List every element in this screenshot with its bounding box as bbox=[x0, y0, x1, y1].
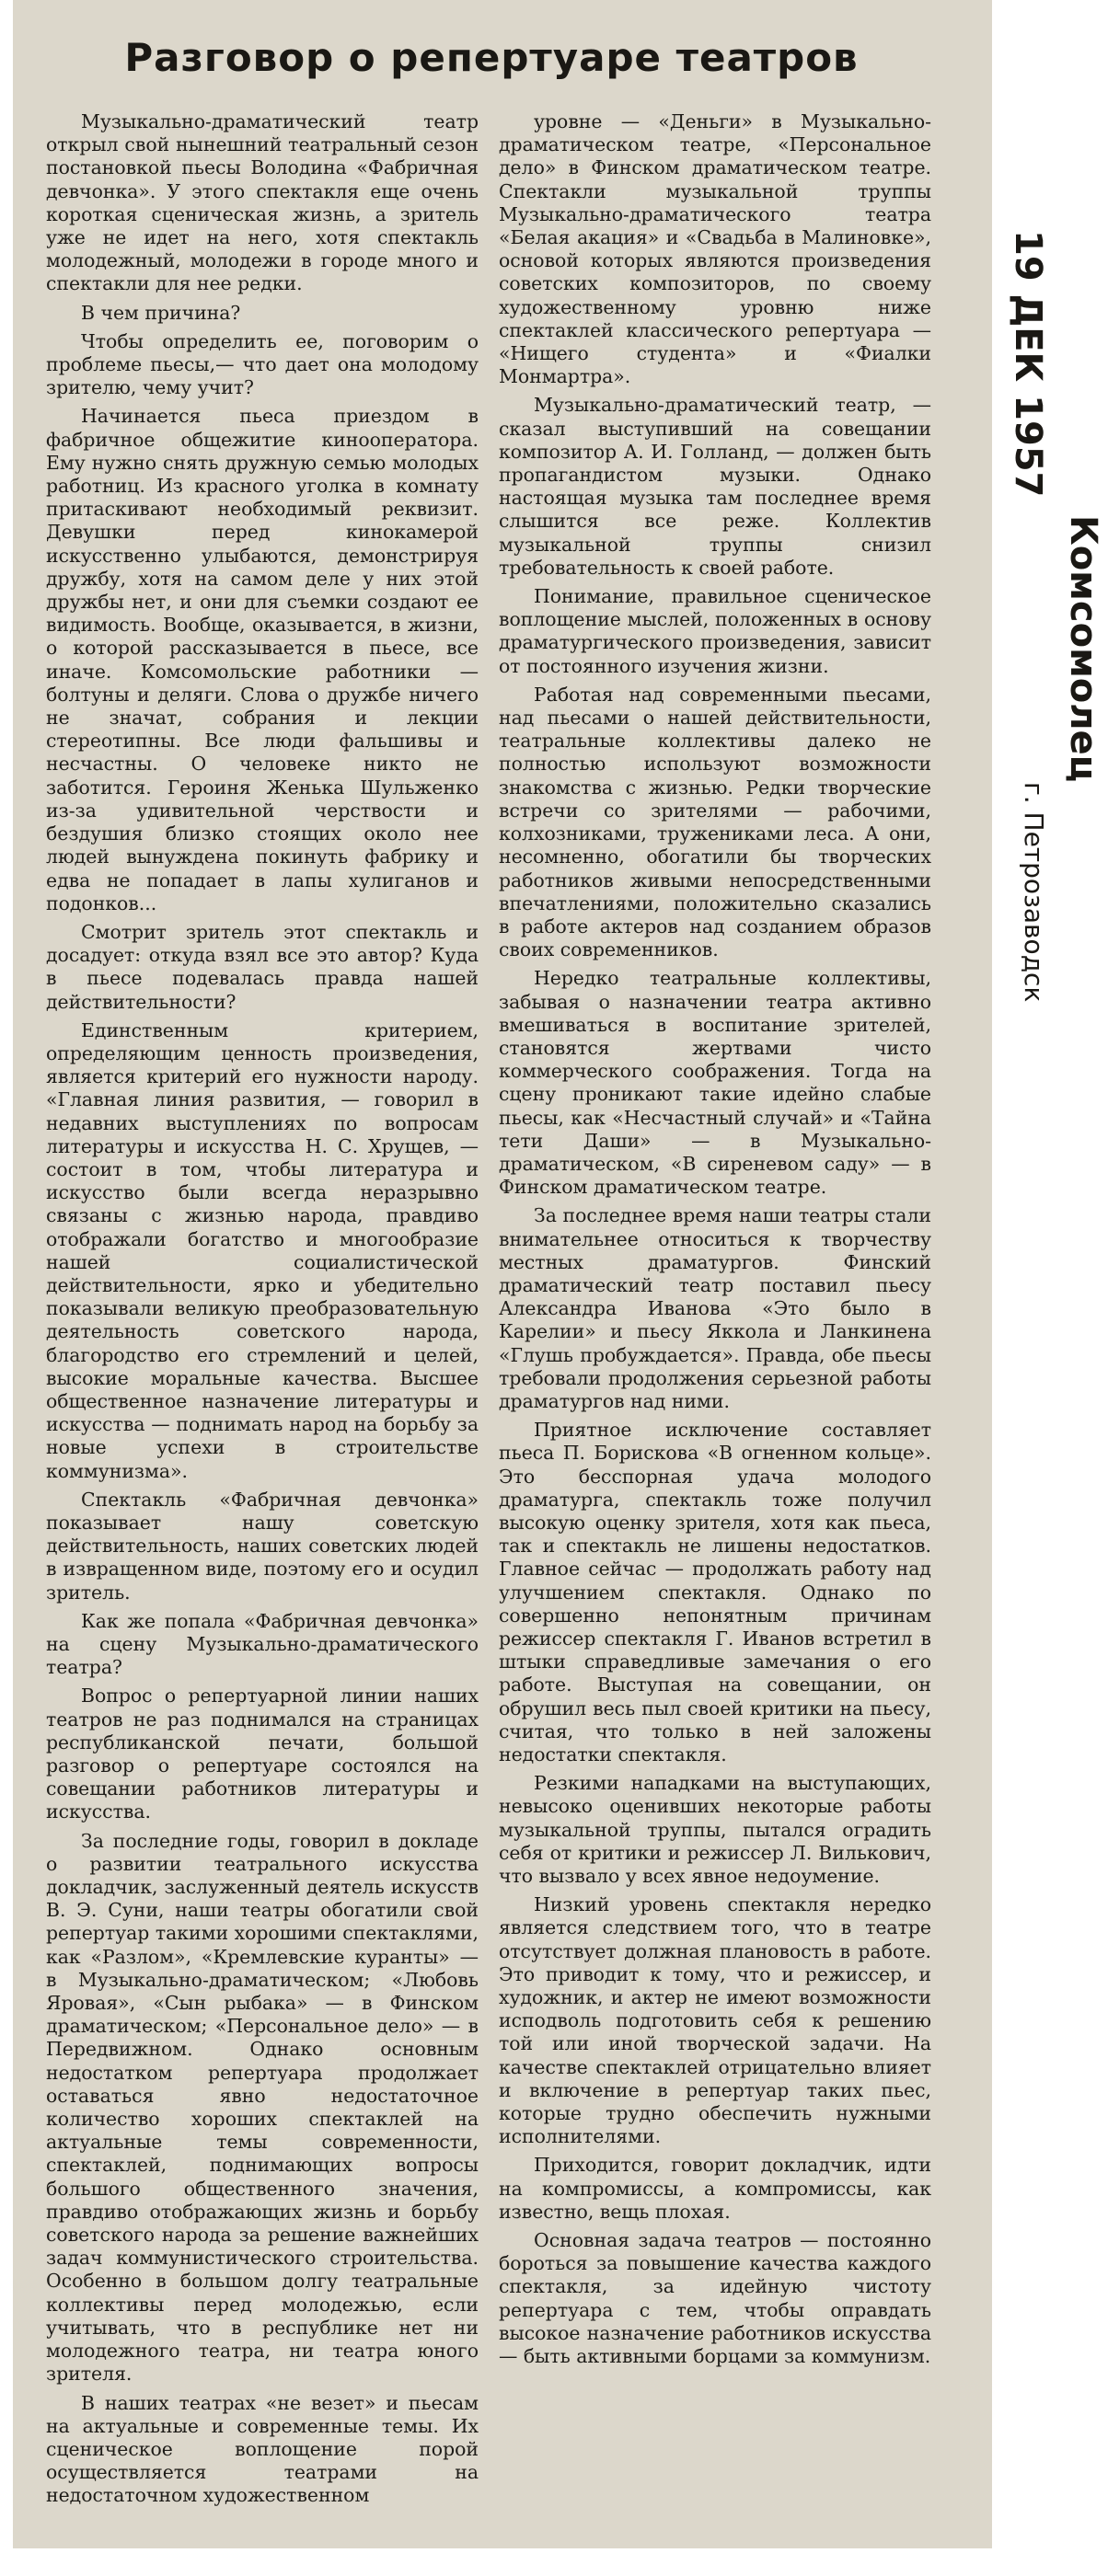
article-paragraph: Начинается пьеса приездом в фабричное общежитие кинооператора. Ему нужно снять дружную семью молодых работниц. Из красного уголка в комнату притаскивают необходимый реквизит. Девушки перед кинокамерой искусственно улыбаются, демонстрируя дружбу, хотя на самом деле у них этой дружбы нет, и они для съемки создают ее видимость. Вообще, оказывается, в жизни, о которой рассказывается в пьесе, все иначе. Комсомольские работники — болтуны и деляги. Слова о дружбе ничего не значат, собрания и лекции стереотипны. Все люди фальшивы и несчастны. О человеке никто не заботится. Героиня Женька Шульженко из-за удивительной черствости и бездушия близко стоящих около нее людей вынуждена покинуть фабрику и едва не попадает в лапы хулиганов и подонков... bbox=[46, 405, 479, 914]
article-paragraph: Смотрит зритель этот спектакль и досадует: откуда взял все это автор? Куда в пьесе подевалась правда нашей действительности? bbox=[46, 920, 479, 1013]
right-column bbox=[499, 110, 931, 2374]
left-column bbox=[46, 110, 479, 2513]
article-paragraph: Основная задача театров — постоянно бороться за повышение качества каждого спектакля, за идейную чистоту репертуара с тем, чтобы оправдать высокое назначение работников искусства — быть активными борцами за коммунизм. bbox=[499, 2229, 931, 2368]
article-paragraph: уровне — «Деньги» в Музыкально-драматическом театре, «Персональное дело» в Финском драматическом театре. Спектакли музыкальной труппы Музыкально-драматического театра «Белая акация» и «Свадьба в Малиновке», основой которых являются произведения советских композиторов, по своему художественному уровню ниже спектаклей классического репертуара — «Нищего студента» и «Фиалки Монмартра». bbox=[499, 110, 931, 388]
date-stamp: 19 ДЕК 1957 bbox=[1007, 230, 1049, 498]
article-title: Разговор о репертуаре театров bbox=[124, 35, 859, 80]
article-paragraph: За последнее время наши театры стали внимательнее относиться к творчеству местных драматургов. Финский драматический театр поставил пьесу Александра Иванова «Это было в Карелии» и пьесу Яккола и Ланкинена «Глушь пробуждается». Правда, обе пьесы требовали продолжения серьезной работы драматургов над ними. bbox=[499, 1204, 931, 1412]
article-paragraph: В чем причина? bbox=[81, 301, 241, 324]
article-paragraph: Единственным критерием, определяющим ценность произведения, является критерий его нужности народу. «Главная линия развития, — говорил в недавних выступлениях по вопросам литературы и искусства Н. С. Хрущев, — состоит в том, чтобы литература и искусство были всегда неразрывно связаны с жизнью народа, правдиво отображали богатство и многообразие нашей социалистической действительности, ярко и убедительно показывали великую преобразовательную деятельность советского народа, благородство его стремлений и целей, высокие моральные качества. Высшее общественное назначение литературы и искусства — поднимать народ на борьбу за новые успехи в строительстве коммунизма». bbox=[46, 1018, 479, 1482]
article-paragraph: Приятное исключение составляет пьеса П. Борискова «В огненном кольце». Это бесспорная удача молодого драматурга, спектакль тоже получил высокую оценку зрителя, хотя как пьеса, так и спектакль не лишены недостатков. Главное сейчас — продолжать работу над улучшением спектакля. Однако по совершенно непонятным причинам режиссер спектакля Г. Иванов встретил в штыки справедливые замечания о его работе. Выступая на совещании, он обрушил весь пыл своей критики на пьесу, считая, что только в ней заложены недостатки спектакля. bbox=[499, 1419, 931, 1766]
article-paragraph: Работая над современными пьесами, над пьесами о нашей действительности, театральные коллективы далеко не полностью используют возможности знакомства с жизнью. Редки творческие встречи со зрителями — рабочими, колхозниками, тружениками леса. А они, несомненно, обогатили бы творческих работников живыми непосредственными впечатлениями, положительно сказались в работе актеров над созданием образов своих современников. bbox=[499, 683, 931, 961]
newspaper-clipping bbox=[13, 0, 955, 2548]
article-paragraph: Резкими нападками на выступающих, невысоко оценивших некоторые работы музыкальной труппы, пытался оградить себя от критики и режиссер Л. Вилькович, что вызвало у всех явное недоумение. bbox=[499, 1772, 931, 1888]
article-paragraph: Вопрос о репертуарной линии наших театров не раз поднимался на страницах республиканской печати, большой разговор о репертуаре состоялся на совещании работников литературы и искусства. bbox=[46, 1685, 479, 1823]
newspaper-name-stamp: Комсомолец bbox=[1062, 515, 1104, 783]
article-paragraph: Спектакль «Фабричная девчонка» показывает нашу советскую действительность, наших советских людей в извращенном виде, поэтому его и осудил зритель. bbox=[46, 1488, 479, 1604]
article-paragraph: Музыкально-драматический театр, — сказал выступивший на совещании композитор А. И. Голланд, — должен быть пропагандистом музыки. Однако настоящая музыка там последнее время слышится все реже. Коллектив музыкальной труппы снизил требовательность к своей работе. bbox=[499, 394, 931, 579]
article-paragraph: Нередко театральные коллективы, забывая о назначении театра активно вмешиваться в воспитание зрителей, становятся жертвами чисто коммерческого соображения. Тогда на сцену проникают такие идейно слабые пьесы, как «Несчастный случай» и «Тайна тети Даши» — в Музыкально-драматическом, «В сиреневом саду» — в Финском драматическом театре. bbox=[499, 967, 931, 1199]
clipping-edge bbox=[955, 0, 992, 2548]
article-paragraph: В наших театрах «не везет» и пьесам на актуальные и современные темы. Их сценическое воплощение порой осуществляется театрами на недостаточном художественном bbox=[46, 2391, 479, 2507]
article-paragraph: Приходится, говорит докладчик, идти на компромиссы, а компромиссы, как известно, вещь плохая. bbox=[499, 2154, 931, 2223]
article-paragraph: Чтобы определить ее, поговорим о проблеме пьесы,— что дает она молодому зрителю, чему учит? bbox=[46, 329, 479, 399]
article-paragraph: Музыкально-драматический театр открыл свой нынешний театральный сезон постановкой пьесы Володина «Фабричная девчонка». У этого спектакля еще очень короткая сценическая жизнь, а зритель уже не идет на него, хотя спектакль молодежный, молодежи в городе много и спектакли для нее редки. bbox=[46, 110, 479, 295]
article-paragraph: За последние годы, говорил в докладе о развитии театрального искусства докладчик, заслуженный деятель искусств В. Э. Суни, наши театры обогатили свой репертуар такими хорошими спектаклями, как «Разлом», «Кремлевские куранты» — в Музыкально-драматическом; «Любовь Яровая», «Сын рыбака» — в Финском драматическом; «Персональное дело» — в Передвижном. Однако основным недостатком репертуара продолжает оставаться явно недостаточное количество хороших спектаклей на актуальные темы современности, спектаклей, поднимающих вопросы большого общественного значения, правдиво отображающих жизнь и борьбу советского народа за решение важнейших задач коммунистического строительства. Особенно в большом долгу театральные коллективы перед молодежью, если учитывать, что в республике нет ни молодежного театра, ни театра юного зрителя. bbox=[46, 1829, 479, 2386]
article-paragraph: Как же попала «Фабричная девчонка» на сцену Музыкально-драматического театра? bbox=[46, 1609, 479, 1679]
article-paragraph: Понимание, правильное сценическое воплощение мыслей, положенных в основу драматургического произведения, зависит от постоянного изучения жизни. bbox=[499, 585, 931, 677]
article-paragraph: Низкий уровень спектакля нередко является следствием того, что в театре отсутствует должная плановость в работе. Это приводит к тому, что и режиссер, и художник, и актер не имеют возможности исподволь подготовить себя к решению той или иной творческой задачи. На качестве спектаклей отрицательно влияет и включение в репертуар таких пьес, которые трудно обеспечить нужными исполнителями. bbox=[499, 1893, 931, 2148]
city-stamp: г. Петрозаводск bbox=[1019, 782, 1049, 1003]
